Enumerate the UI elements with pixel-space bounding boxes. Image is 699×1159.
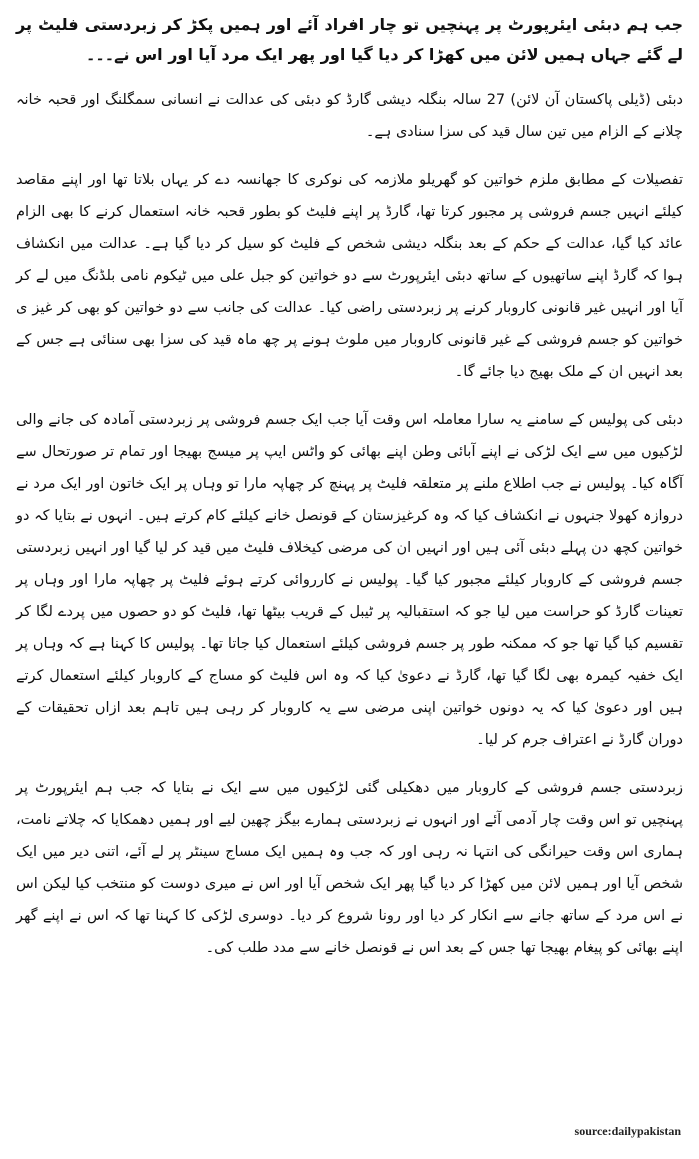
source-credit: source:dailypakistan (574, 1124, 681, 1138)
article-paragraph: زبردستی جسم فروشی کے کاروبار میں دھکیلی گئی لڑکیوں میں سے ایک نے بتایا کہ جب ہم ایئرپورٹ پر پہنچیں تو اس وقت چار آدمی آئے اور انہوں نے زبردستی ہمارے بیگز چھین لیے اور ہمیں دھمکایا کہ چلاتے نامت، ہماری اس وقت حیرانگی کی انتہا نہ رہی اور کہ جب وہ ہمیں ایک مساج سینٹر پر لے آئے، اتنی دیر میں ایک شخص آیا اور ہمیں لائن میں کھڑا کر دیا گیا پھر ایک شخص آیا اور اس نے میری دوست کو منتخب کیا لیکن اس نے اس مرد کے ساتھ جانے سے انکار کر دیا اور رونا شروع کر دیا۔ دوسری لڑکی کا کہنا تھا کہ اس نے اپنے گھر اپنے بھائی کو پیغام بھیجا تھا جس کے بعد اس نے قونصل خانے سے مدد طلب کی۔ (16, 780, 683, 956)
article-lead: جب ہم دبئی ایئرپورٹ پر پہنچیں تو چار افراد آئے اور ہمیں پکڑ کر زبردستی فلیٹ پر لے گئے جہاں ہمیں لائن میں کھڑا کر دیا گیا اور پھر ایک مرد آیا اور اس نے۔۔۔ (16, 15, 683, 64)
article-paragraph: دبئی کی پولیس کے سامنے یہ سارا معاملہ اس وقت آیا جب ایک جسم فروشی پر زبردستی آمادہ کی جانے والی لڑکیوں میں سے ایک لڑکی نے اپنے آبائی وطن اپنے بھائی کو واٹس ایپ پر میسج بھیجا اور تمام تر صورتحال سے آگاہ کیا۔ پولیس نے جب اطلاع ملنے پر متعلقہ فلیٹ پر پہنچ کر چھاپہ مارا تو وہاں پر ایک خاتون اور ایک مرد نے دروازہ کھولا جنہوں نے انکشاف کیا کہ وہ کرغیزستان کے قونصل خانے کیلئے کام کرتے ہیں۔ انہوں نے بتایا کہ دو خواتین کچھ دن پہلے دبئی آئی ہیں اور انہیں ان کی مرضی کیخلاف فلیٹ میں قید کر لیا گیا اور انہیں زبردستی جسم فروشی کے کاروبار کیلئے مجبور کیا گیا۔ پولیس نے کارروائی کرتے ہوئے فلیٹ پر چھاپہ مارا اور وہاں پر تعینات گارڈ کو حراست میں لیا جو کہ استقبالیہ پر ٹیبل کے قریب بیٹھا تھا، فلیٹ کو دو حصوں میں پردے لگا کر تقسیم کیا گیا تھا جو کہ ممکنہ طور پر جسم فروشی کیلئے استعمال کیا جاتا تھا۔ پولیس کا کہنا ہے کہ وہاں پر ایک خفیہ کیمرہ بھی لگا گیا تھا، گارڈ نے دعویٰ کیا کہ وہ اس فلیٹ کو مساج کے کاروبار کیلئے استعمال کرتے ہیں اور دعویٰ کیا کہ یہ دونوں خواتین اپنی مرضی سے یہ کاروبار کر رہی ہیں تاہم بعد ازاں تحقیقات کے دوران گارڈ نے اعتراف جرم کر لیا۔ (16, 412, 683, 748)
article-paragraph: دبئی (ڈیلی پاکستان آن لائن) 27 سالہ بنگلہ دیشی گارڈ کو دبئی کی عدالت نے انسانی سمگلنگ اور قحبہ خانہ چلانے کے الزام میں تین سال قید کی سزا سنادی ہے۔ (16, 92, 683, 140)
article (16, 10, 683, 980)
article-paragraph: تفصیلات کے مطابق ملزم خواتین کو گھریلو ملازمہ کی نوکری کا جھانسہ دے کر یہاں بلاتا تھا اور اپنے مقاصد کیلئے انہیں جسم فروشی پر مجبور کرتا تھا، گارڈ پر اپنے فلیٹ کو بطور قحبہ خانہ استعمال کرنے کا بھی الزام عائد کیا گیا، عدالت کے حکم کے بعد بنگلہ دیشی شخص کے فلیٹ کو سیل کر دیا گیا ہے۔ عدالت میں انکشاف ہوا کہ گارڈ اپنے ساتھیوں کے ساتھ دبئی ایئرپورٹ سے دو خواتین کو جبل علی میں ٹیکوم نامی بلڈنگ میں لے کر آیا اور انہیں غیر قانونی کاروبار کرنے پر زبردستی راضی کیا۔ عدالت کی جانب سے دو خواتین کو بھی کر غیز ی خواتین کو جسم فروشی کے غیر قانونی کاروبار میں ملوث ہونے پر چھ ماہ قید کی سزا بھی سنائی ہے جس کے بعد انہیں ان کے ملک بھیج دیا جائے گا۔ (16, 172, 683, 380)
